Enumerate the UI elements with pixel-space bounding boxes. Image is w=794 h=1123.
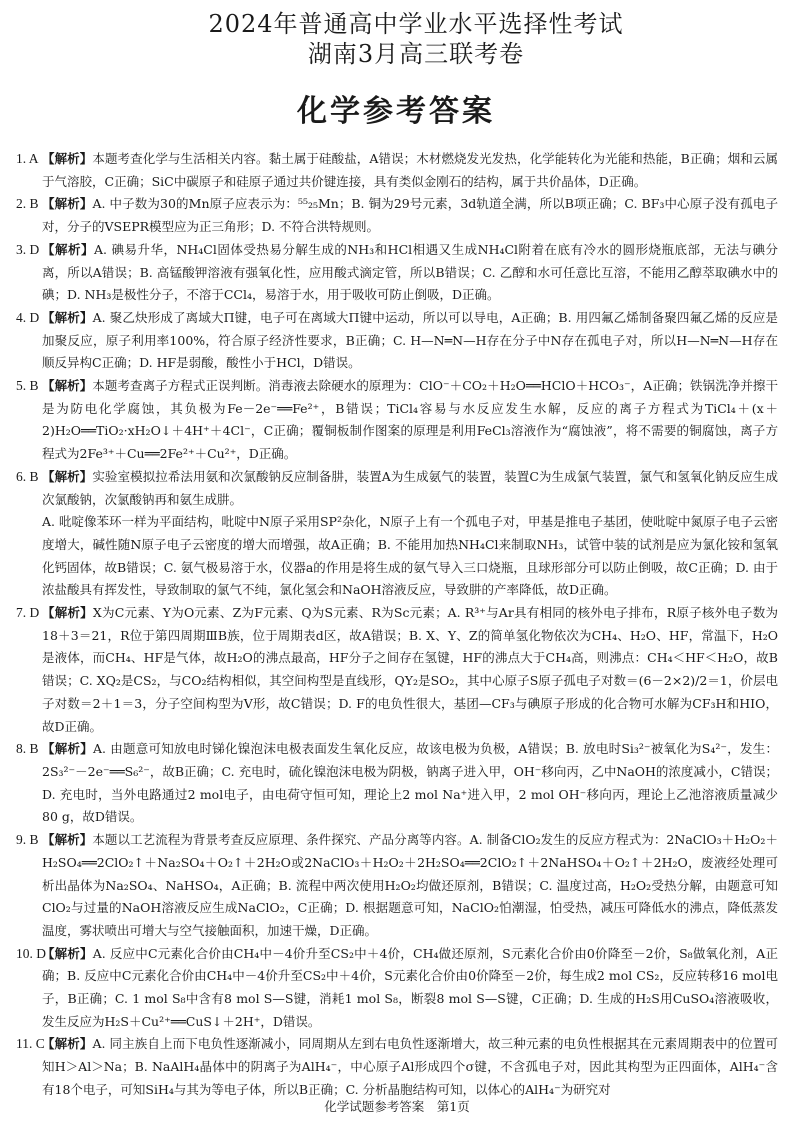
analysis-tag: 【解析】	[42, 832, 93, 848]
answer-item	[14, 239, 778, 307]
answer-number: 2. B	[16, 196, 39, 212]
exam-subtitle: 湖南3月高三联考卷	[307, 40, 525, 68]
answer-paragraph	[42, 466, 778, 511]
answer-text: A. 反应中C元素化合价由CH₄中－4价升至CS₂中＋4价，CH₄做还原剂，S元素化合价由0价降至－2价，S₈做氧化剂，A正确；B. 反应中C元素化合价由CH₄中－4价升至CS₂中＋4价，S元素化合价由0价降至－2价，每生成2 mol CS₂，反应转移16 mol电子，B正确；C. 1 mol S₈中含有8 mol S—S键，消耗1 mol S₈，断裂8 mol S—S键，C正确；D. 生成的H₂S用CuSO₄溶液吸收，发生反应为H₂S＋Cu²⁺══CuS↓＋2H⁺，D错误。	[42, 945, 778, 1029]
analysis-tag: 【解析】	[42, 945, 93, 961]
answer-item	[14, 829, 778, 943]
answer-number: 3. D	[16, 241, 40, 257]
answer-paragraph	[42, 193, 778, 238]
answer-text: A. 中子数为30的Mn原子应表示为：⁵⁵₂₅Mn；B. 铜为29号元素，3d轨道全满，所以B项正确；C. BF₃中心原子没有孤电子对，分子的VSEPR模型应为正三角形；D. 不符合洪特规则。	[42, 196, 778, 235]
answer-item	[14, 307, 778, 375]
answer-paragraph	[42, 602, 778, 738]
analysis-tag: 【解析】	[42, 151, 93, 166]
analysis-tag: 【解析】	[42, 468, 93, 484]
answer-text: 本题考查化学与生活相关内容。黏土属于硅酸盐，A错误；木材燃烧发光发热，化学能转化为光能和热能，B正确；烟和云属于气溶胶，C正确；SiC中碳原子和硅原子通过共价键连接，具有类似金刚石的结构，属于共价晶体，D正确。	[42, 151, 778, 189]
analysis-tag: 【解析】	[42, 378, 93, 394]
answer-item	[14, 1033, 778, 1101]
answer-text: X为C元素、Y为O元素、Z为F元素、Q为S元素、R为Sc元素；A. R³⁺与Ar具有相同的核外电子排布，R原子核外电子数为18＋3＝21，R位于第四周期ⅢB族，位于周期表d区，故A错误；B. X、Y、Z的简单氢化物依次为CH₄、H₂O、HF，常温下，H₂O是液体，而CH₄、HF是气体，故H₂O的沸点最高，HF分子之间存在氢键，HF的沸点大于CH₄高，则沸点：CH₄＜HF＜H₂O，故B错误；C. XQ₂是CS₂，与CO₂结构相似，其空间构型是直线形，QY₂是SO₂，其中心原子S原子孤电子对数＝(6－2×2)/2＝1，价层电子对数＝2＋1＝3，分子空间构型为V形，故C错误；D. F的电负性很大，基团—CF₃与碘原子形成的化合物可水解为CF₃H和HIO，故D正确。	[42, 605, 778, 734]
answer-item	[14, 738, 778, 829]
analysis-tag: 【解析】	[42, 241, 94, 257]
answer-paragraph	[42, 1033, 778, 1101]
answer-paragraph	[42, 239, 778, 307]
answer-item	[14, 375, 778, 466]
answer-number: 11. C	[16, 1036, 45, 1052]
answer-item	[14, 602, 778, 738]
answer-text: 本题考查离子方程式正误判断。消毒液去除硬水的原理为：ClO⁻＋CO₂＋H₂O══HClO＋HCO₃⁻，A正确；铁锅洗净并擦干是为防电化学腐蚀，其负极为Fe－2e⁻══Fe²⁺，B错误；TiCl₄容易与水反应发生水解，反应的离子方程式为TiCl₄＋(x＋2)H₂O══TiO₂·xH₂O↓＋4H⁺＋4Cl⁻，C正确；覆铜板制作图案的原理是利用FeCl₃溶液作为“腐蚀液”，将不需要的铜腐蚀，离子方程式为2Fe³⁺＋Cu══2Fe²⁺＋Cu²⁺，D正确。	[42, 378, 778, 462]
answer-item	[14, 193, 778, 238]
page-footer: 化学试题参考答案 第1页	[324, 1099, 470, 1114]
analysis-tag: 【解析】	[42, 605, 93, 621]
analysis-tag: 【解析】	[42, 309, 93, 325]
answer-paragraph	[42, 307, 778, 375]
answer-text: 实验室模拟拉希法用氨和次氯酸钠反应制备肼，装置A为生成氨气的装置，装置C为生成氯气装置，氯气和氢氧化钠反应生成次氯酸钠，次氯酸钠再和氨生成肼。	[42, 468, 778, 507]
answer-paragraph	[42, 738, 778, 829]
answer-paragraph	[42, 943, 778, 1034]
answer-text: A. 由题意可知放电时锑化镍泡沫电极表面发生氧化反应，故该电极为负极，A错误；B. 放电时Si₃²⁻被氧化为S₄²⁻，发生：2S₃²⁻－2e⁻══S₆²⁻，故B正确；C. 充电时，硫化镍泡沫电极为阴极，钠离子进入甲，OH⁻移向丙，乙中NaOH的浓度减小，C错误；D. 充电时，当外电路通过2 mol电子，由电荷守恒可知，理论上2 mol Na⁺进入甲，2 mol OH⁻移向丙，理论上乙池溶液质量减少80 g，故D错误。	[42, 741, 778, 825]
document-title: 化学参考答案	[297, 94, 495, 129]
answer-text: A. 碘易升华，NH₄Cl固体受热易分解生成的NH₃和HCl相遇又生成NH₄Cl附着在底有冷水的圆形烧瓶底部，无法与碘分离，所以A错误；B. 高锰酸钾溶液有强氧化性，应用酸式滴定管，所以B错误；C. 乙醇和水可任意比互溶，不能用乙醇萃取碘水中的碘；D. NH₃是极性分子，不溶于CCl₄，易溶于水，用于吸收可防止倒吸，D正确。	[42, 241, 778, 303]
answer-number: 6. B	[16, 468, 39, 484]
exam-title: 2024年普通高中学业水平选择性考试	[208, 10, 624, 38]
answer-text: A. 同主族自上而下电负性逐渐减小，同周期从左到右电负性逐渐增大，故三种元素的电负性根据其在元素周期表中的位置可知H＞Al＞Na；B. NaAlH₄晶体中的阴离子为AlH₄⁻，中心原子Al形成四个σ键，不含孤电子对，因此其构型为正四面体，AlH₄⁻含有18个电子，可知SiH₄与其为等电子体，所以B正确；C. 分析晶胞结构可知，以体心的AlH₄⁻为研究对	[42, 1036, 778, 1097]
answer-number: 1. A	[16, 151, 39, 166]
analysis-tag: 【解析】	[42, 1036, 93, 1052]
answer-number: 5. B	[16, 378, 39, 394]
answer-text: A. 吡啶像苯环一样为平面结构，吡啶中N原子采用SP²杂化，N原子上有一个孤电子对，甲基是推电子基团，使吡啶中氮原子电子云密度增大，碱性随N原子电子云密度的增大而增强，故A正确；B. 不能用加热NH₄Cl来制取NH₃，试管中装的试剂是应为氯化铵和氢氧化钙固体，故B错误；C. 氨气极易溶于水，仪器a的作用是将生成的氨气导入三口烧瓶，且球形部分可以防止倒吸，故C正确；D. 由于浓盐酸具有挥发性，导致制取的氯气不纯，氯化氢会和NaOH溶液反应，导致肼的产率降低，故D正确。	[42, 514, 778, 598]
answer-text: A. 聚乙炔形成了离域大Π键，电子可在离域大Π键中运动，所以可以导电，A正确；B. 用四氟乙烯制备聚四氟乙烯的反应是加聚反应，原子利用率100%，符合原子经济性要求，B正确；C. H—N═N—H存在分子中N存在孤电子对，所以H—N═N—H存在顺反异构C正确；D. HF是弱酸，酸性小于HCl，D错误。	[42, 309, 778, 371]
answer-paragraph	[42, 829, 778, 943]
answer-paragraph	[42, 375, 778, 466]
answer-number: 9. B	[16, 832, 39, 848]
answer-item	[14, 943, 778, 1034]
answer-text: 本题以工艺流程为背景考查反应原理、条件探究、产品分离等内容。A. 制备ClO₂发生的反应方程式为：2NaClO₃＋H₂O₂＋H₂SO₄══2ClO₂↑＋Na₂SO₄＋O₂↑＋2H₂O或2NaClO₃＋H₂O₂＋2H₂SO₄══2ClO₂↑＋2NaHSO₄＋O₂↑＋2H₂O，废液经处理可析出晶体为Na₂SO₄、NaHSO₄，A正确；B. 流程中两次使用H₂O₂均做还原剂，B错误；C. 温度过高，H₂O₂受热分解，由题意可知ClO₂与过量的NaOH溶液反应生成NaClO₂，C正确；D. 根据题意可知，NaClO₂怕潮湿，怕受热，减压可降低水的沸点，降低蒸发温度，雾状喷出可增大与空气接触面积，加速干燥，D正确。	[42, 832, 778, 938]
answer-number: 10. D	[16, 945, 46, 961]
answer-paragraph	[42, 511, 778, 602]
answer-list	[14, 148, 778, 1102]
analysis-tag: 【解析】	[42, 196, 93, 212]
answer-number: 8. B	[16, 741, 39, 757]
answer-item	[14, 466, 778, 602]
answer-number: 7. D	[16, 605, 40, 621]
answer-item	[14, 148, 778, 193]
analysis-tag: 【解析】	[42, 741, 94, 757]
answer-paragraph	[42, 148, 778, 193]
answer-number: 4. D	[16, 309, 40, 325]
